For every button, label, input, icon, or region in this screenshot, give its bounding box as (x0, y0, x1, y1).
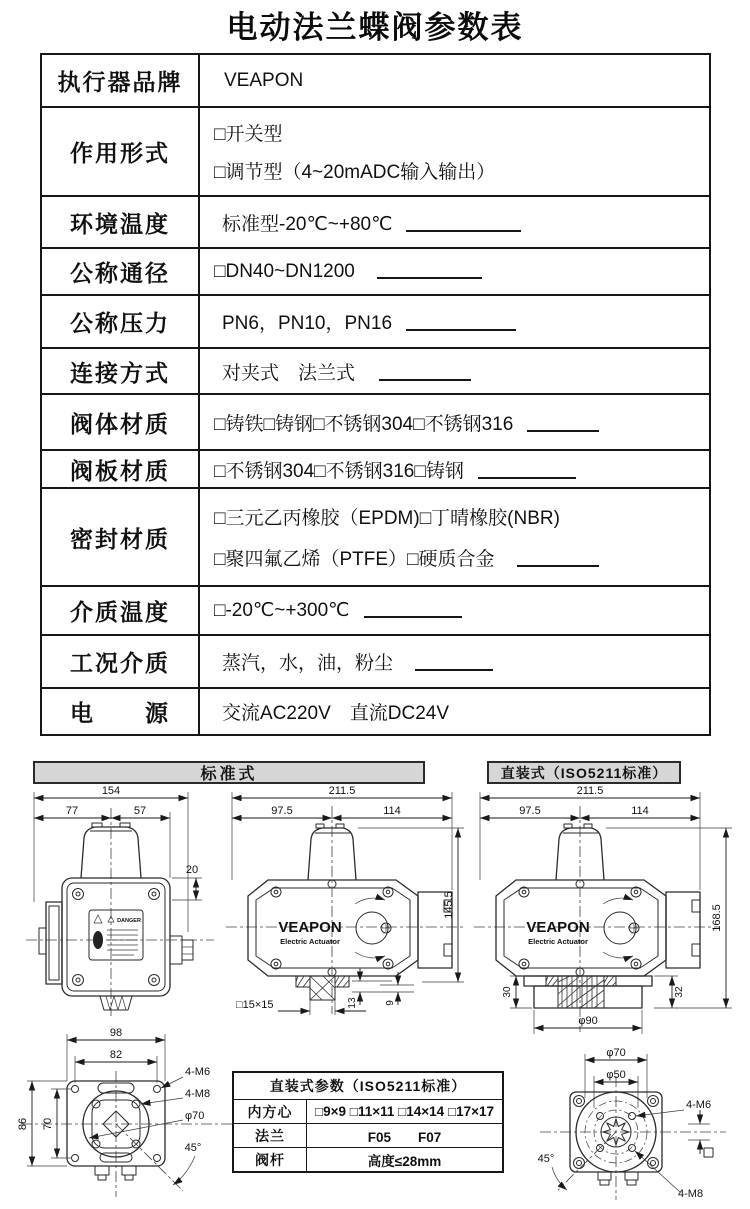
dim-label: 97.5 (271, 805, 293, 817)
row-value: PN6，PN10，PN16 (222, 313, 393, 334)
row-value: □铸铁□铸钢□不锈钢304□不锈钢316 (214, 413, 514, 435)
table-row (42, 687, 709, 734)
table-row (42, 347, 709, 393)
cable-glands (598, 1172, 638, 1185)
iso-row-label: 内方心 (234, 1100, 307, 1123)
iso-table-row (234, 1100, 502, 1124)
square-shaft-indicator (688, 1110, 713, 1157)
dim-label: 97.5 (519, 805, 541, 817)
dim-label: 98 (109, 1027, 123, 1039)
thread-label-m8: 4-M8 (678, 1188, 704, 1200)
iso-param-table (232, 1071, 504, 1173)
brand-text: VEAPON (526, 919, 590, 936)
row-label: 阀体材质 (42, 395, 200, 449)
row-value: 交流AC220V 直流DC24V (222, 703, 450, 724)
dim-label: 32 (674, 986, 685, 998)
row-value: 对夹式 法兰式 (222, 362, 356, 384)
fill-in-line (364, 614, 462, 618)
table-row (42, 449, 709, 487)
iso-row-label: 法兰 (234, 1124, 307, 1147)
dim-label: 30 (502, 986, 513, 998)
iso-table-row (234, 1148, 502, 1171)
section-header-label: 直装式（ISO5211标准） (500, 764, 668, 781)
row-label: 执行器品牌 (42, 55, 200, 106)
shaft-size-label: □15×15 (236, 999, 274, 1011)
row-value: □开关型 (214, 124, 283, 145)
dim-label: 57 (133, 805, 147, 817)
fill-in-line (527, 428, 599, 432)
section-header-standard (33, 761, 425, 784)
table-row (42, 393, 709, 449)
row-value: □聚四氟乙烯（PTFE）□硬质合金 (214, 549, 495, 570)
row-label: 环境温度 (42, 197, 200, 247)
table-row (42, 55, 709, 106)
table-row (42, 634, 709, 687)
row-label: 工况介质 (42, 636, 200, 687)
front-view-drawing (22, 782, 218, 1018)
row-label: 作用形式 (42, 108, 200, 195)
fill-in-line (377, 275, 482, 279)
corner-screws (73, 889, 160, 986)
row-value: 标准型-20℃~+80℃ (222, 213, 393, 235)
danger-text: DANGER (117, 918, 141, 924)
dim-label: 114 (383, 805, 401, 817)
row-value: □三元乙丙橡胶（EPDM)□丁晴橡胶(NBR) (214, 508, 560, 529)
bottom-view-direct-drawing (512, 1048, 750, 1209)
dim-label: 70 (42, 1117, 54, 1131)
section-header-label: 标准式 (200, 766, 258, 783)
dim-label: 114 (631, 805, 649, 817)
bottom-view-standard-drawing (15, 1025, 243, 1209)
dim-label: 154 (101, 785, 121, 797)
fill-in-line (379, 377, 471, 381)
position-indicator (355, 898, 391, 958)
dim-label: 168.5 (711, 904, 723, 932)
table-row (42, 585, 709, 634)
iso-table-title: 直装式参数（ISO5211标准） (234, 1073, 502, 1100)
fill-in-line (406, 327, 516, 331)
brand-sub-text: Electric Actuator (528, 937, 588, 946)
iso-row-value: F05 F07 (367, 1129, 442, 1145)
dim-label: φ70 (606, 1047, 626, 1059)
output-shaft (296, 976, 349, 1000)
row-label: 阀板材质 (42, 451, 200, 487)
dim-label: φ50 (606, 1069, 626, 1081)
fill-in-line (478, 475, 576, 479)
page-title: 电动法兰蝶阀参数表 (226, 10, 524, 45)
direct-mount-view-drawing (470, 782, 740, 1048)
dim-label: 20 (185, 864, 199, 876)
dim-label: 145.5 (443, 891, 455, 919)
spec-table (40, 53, 711, 736)
angle-label: 45° (184, 1142, 202, 1154)
bottom-stem (100, 996, 132, 1010)
table-row (42, 106, 709, 195)
row-label: 密封材质 (42, 489, 200, 585)
side-attachment (39, 902, 62, 984)
dim-label: 82 (109, 1049, 123, 1061)
row-value: VEAPON (224, 69, 304, 91)
mounting-flange (524, 976, 652, 1008)
dim-label: 13 (347, 997, 358, 1009)
iso-row-label: 阀杆 (234, 1148, 307, 1171)
row-label: 公称通径 (42, 249, 200, 294)
row-value: □-20℃~+300℃ (214, 600, 350, 621)
fill-in-line (415, 667, 493, 671)
row-value: □DN40~DN1200 (214, 260, 355, 282)
cable-glands (95, 1166, 136, 1180)
iso-table-row (234, 1124, 502, 1148)
iso-row-value: □9×9 □11×11 □14×14 □17×17 (314, 1104, 495, 1119)
angle-label: 45° (537, 1153, 555, 1165)
row-label: 连接方式 (42, 349, 200, 393)
dim-label: 9 (385, 1000, 396, 1006)
dim-label: 86 (17, 1117, 29, 1131)
table-row (42, 487, 709, 585)
fill-in-line (517, 563, 599, 567)
thread-label-m6: 4-M6 (185, 1066, 211, 1078)
thread-label-m8: 4-M8 (185, 1088, 211, 1100)
diameter-label: φ70 (185, 1110, 205, 1122)
brand-sub-text: Electric Actuator (280, 937, 340, 946)
dim-label: φ90 (578, 1015, 598, 1027)
danger-label (89, 910, 143, 960)
table-row (42, 247, 709, 294)
section-header-direct (487, 761, 681, 784)
position-indicator (603, 898, 639, 958)
brand-text: VEAPON (278, 919, 342, 936)
row-value: 蒸汽，水，油，粉尘 (222, 653, 394, 674)
dim-label: 211.5 (328, 785, 356, 797)
table-row (42, 294, 709, 347)
row-label: 公称压力 (42, 296, 200, 347)
iso-row-value: 高度≤28mm (367, 1153, 442, 1169)
fill-in-line (406, 228, 521, 232)
row-label: 介质温度 (42, 587, 200, 634)
row-value: □调节型（4~20mADC输入输出） (214, 162, 496, 183)
table-row (42, 195, 709, 247)
dim-label: 77 (65, 805, 79, 817)
dim-label: 211.5 (576, 785, 604, 797)
row-value: □不锈钢304□不锈钢316□铸钢 (214, 460, 464, 482)
row-label: 电 源 (42, 689, 200, 734)
thread-label-m6: 4-M6 (686, 1099, 712, 1111)
side-view-drawing (222, 782, 470, 1018)
